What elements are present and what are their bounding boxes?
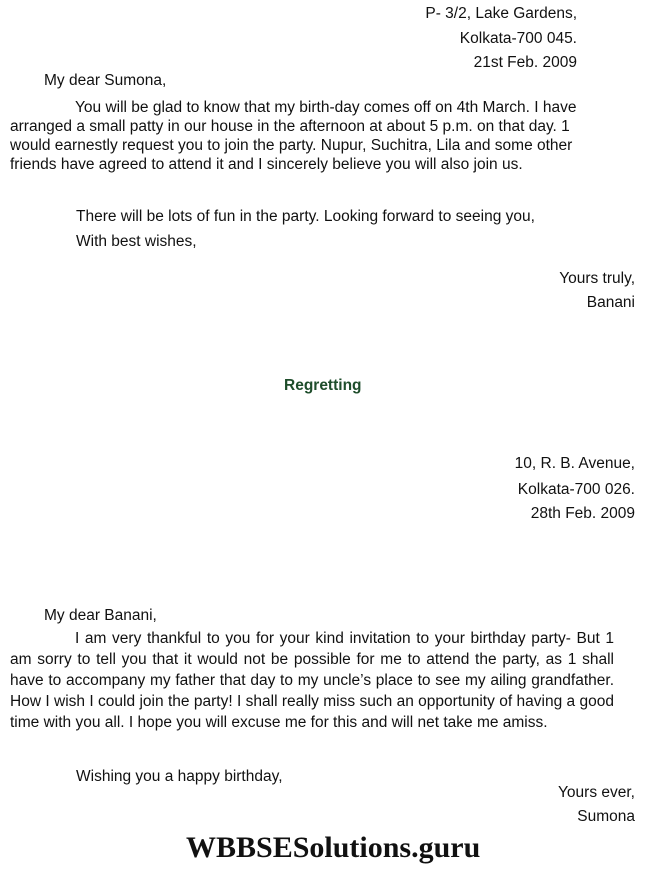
wishes-line: Wishing you a happy birthday, [76,768,283,785]
sender-address-line-2: Kolkata-700 026. [517,481,635,498]
signature: Banani [586,294,635,311]
letter-body [10,628,614,733]
sender-address-line-1: 10, R. B. Avenue, [514,455,635,472]
site-watermark: WBBSESolutions.guru [186,831,481,864]
closing-line: There will be lots of fun in the party. Looking forward to seeing you, [76,208,535,225]
sender-address-line-1: P- 3/2, Lake Gardens, [425,5,577,22]
letter-date: 28th Feb. 2009 [530,505,635,522]
letter-body-text: I am very thankful to you for your kind invitation to your birthday party- But 1 am sorry to tell you that it would not be possible for me to attend the party, as 1 shall have to accompany my father that day to my uncle’s place to see my ailing grandfather. How I wish I could join the party! I shall really miss such an opportunity of having a good time with you all. I hope you will excuse me for this and will net take me amiss. [10,630,614,731]
letter-date: 21st Feb. 2009 [473,54,577,71]
section-heading: Regretting [284,377,362,394]
signature: Sumona [577,808,635,825]
salutation: My dear Banani, [44,607,157,624]
sender-address-line-2: Kolkata-700 045. [459,30,577,47]
salutation: My dear Sumona, [44,72,167,89]
wishes-line: With best wishes, [76,233,197,250]
signoff: Yours ever, [558,784,635,801]
signoff: Yours truly, [559,270,635,287]
letter-body-text: You will be glad to know that my birth-day comes off on 4th March. I have arranged a small patty in our house in the afternoon at about 5 p.m. on that day. 1 would earnestly request you to join the party. Nupur, Suchitra, Lila and some other friends have agreed to attend it and I sincerely believe you will also join us. [10,99,577,173]
letter-body [10,98,590,174]
